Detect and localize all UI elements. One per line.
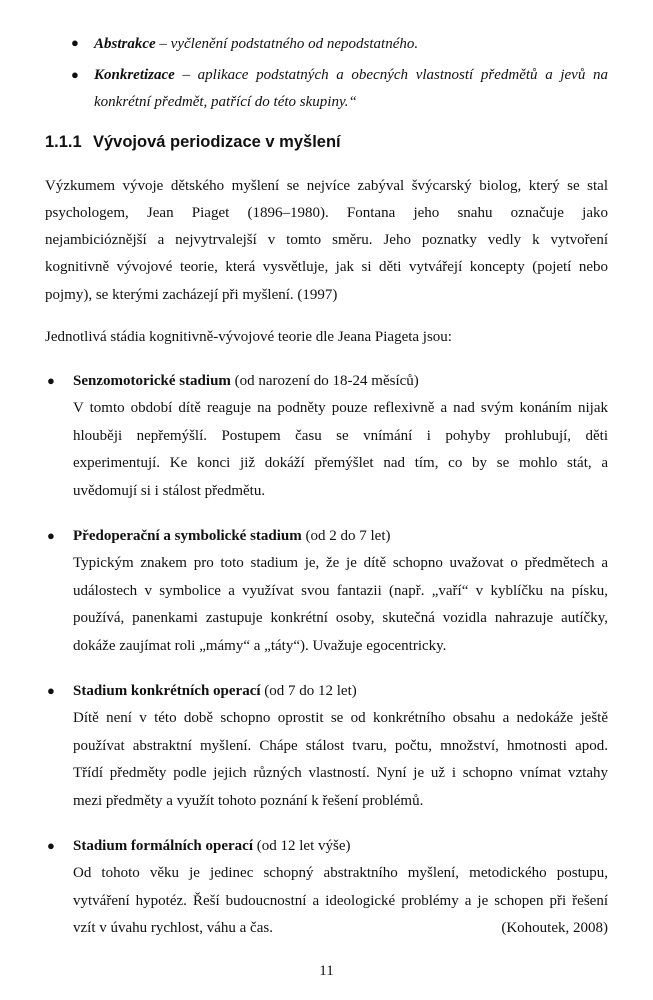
stage-age: (od 2 do 7 let) [301,528,391,544]
stage-line: Typickým znakem pro toto stadium je, že je dítě schopno uvažovat o předmětech a [73,555,608,571]
stage-title: Stadium konkrétních operací [73,683,261,699]
stage-konkretnich-operaci [73,678,608,818]
stage-age: (od 12 let výše) [253,838,351,854]
stage-line: Dítě není v této době schopno oprostit se od konkrétního obsahu a nedokáže ještě [73,710,608,726]
stage-title-line [73,368,608,395]
bullet-icon: ● [47,838,55,853]
stage-title: Stadium formálních operací [73,838,253,854]
paragraph-line: kognitivně vývojové teorie, která vysvětluje, jak si děti vytvářejí koncepty (pojetí nebo [45,259,608,275]
citation: (Kohoutek, 2008) [501,920,608,936]
stage-line: vytváření hypotéz. Řeší budoucnostní a ideologické problémy a je schopen při řešení [73,893,608,909]
stage-age: (od narození do 18-24 měsíců) [230,373,419,389]
stage-age: (od 7 do 12 let) [260,683,357,699]
paragraph-line: nejambicióznější a nejvytrvalejší v tomto směru. Jeho poznatky vedly k vytvoření [45,232,608,248]
stage-line: Od tohoto věku je jedinec schopný abstraktního myšlení, metodického postupu, [73,865,608,881]
stage-line: Třídí předměty podle jejich různých vlastností. Nyní je už i schopno vnímat vztahy [73,765,608,781]
paragraph-line: Výzkumem vývoje dětského myšlení se nejvíce zabýval švýcarský biolog, který se stal [45,178,608,194]
paragraph-line: pojmy), se kterými zacházejí při myšlení. (1997) [45,287,338,303]
term-abstrakce: Abstrakce [94,36,156,52]
stage-line: hlouběji nepřemýšlí. Postupem času se vnímání i pohyby prohlubují, děti [73,428,608,444]
section-number: 1.1.1 [45,133,82,151]
paragraph-line: psychologem, Jean Piaget (1896–1980). Fontana jeho snahu označuje jako [45,205,608,221]
bullet-icon: ● [47,528,55,543]
stage-line: experimentují. Ke konci již dokáží přemýšlet nad tím, co by se mohlo stát, a [73,455,608,471]
stage-title: Předoperační a symbolické stadium [73,528,302,544]
stage-line: V tomto období dítě reaguje na podněty pouze reflexivně a nad svým konáním nijak [73,400,608,416]
bullet-icon: ● [47,373,55,388]
section-title: Vývojová periodizace v myšlení [93,133,341,151]
stage-line: používá, panenkami zastupuje konkrétní osoby, skutečná vozidla nahrazuje autíčky, [73,610,608,626]
list-item-abstrakce [94,31,608,58]
stage-predoperacni [73,523,608,663]
term-konkretizace: Konkretizace [94,67,175,83]
page-number: 11 [319,963,334,979]
bullet-icon: ● [47,683,55,698]
definition-konkretizace: – aplikace podstatných a obecných vlastností předmětů a jevů na [174,67,608,83]
stage-formalnich-operaci [73,833,608,945]
stage-line: uvědomují si i stálost předmětu. [73,483,266,499]
stage-line: dokáže zaujímat roli „mámy“ a „táty“). Uvažuje egocentricky. [73,638,447,654]
stages-intro: Jednotlivá stádia kognitivně-vývojové teorie dle Jeana Piageta jsou: [45,329,452,345]
stage-title-line [73,833,608,860]
bullet-icon: ● [71,35,79,50]
stage-title-line [73,678,608,705]
list-item-konkretizace-cont: konkrétní předmět, patřící do této skupiny.“ [94,94,357,110]
definition-abstrakce: – vyčlenění podstatného od nepodstatného. [155,36,419,52]
list-item-konkretizace [94,62,608,89]
intro-paragraph [45,173,608,313]
section-heading [45,131,605,153]
stage-line: vzít v úvahu rychlost, váhu a čas. [73,920,273,936]
top-bullet-list [0,0,653,120]
stage-line: událostech v symbolice a využívat svou fantazii (např. „vaří“ v kyblíčku na písku, [73,583,608,599]
stage-senzomotoricke [73,368,608,508]
stage-title-line [73,523,608,550]
stage-line: používat abstraktní myšlení. Chápe stálost tvaru, počtu, množství, hmotnosti apod. [73,738,608,754]
stage-line: mezi předměty a využít tohoto poznání k řešení problémů. [73,793,424,809]
stage-title: Senzomotorické stadium [73,373,231,389]
bullet-icon: ● [71,67,79,82]
